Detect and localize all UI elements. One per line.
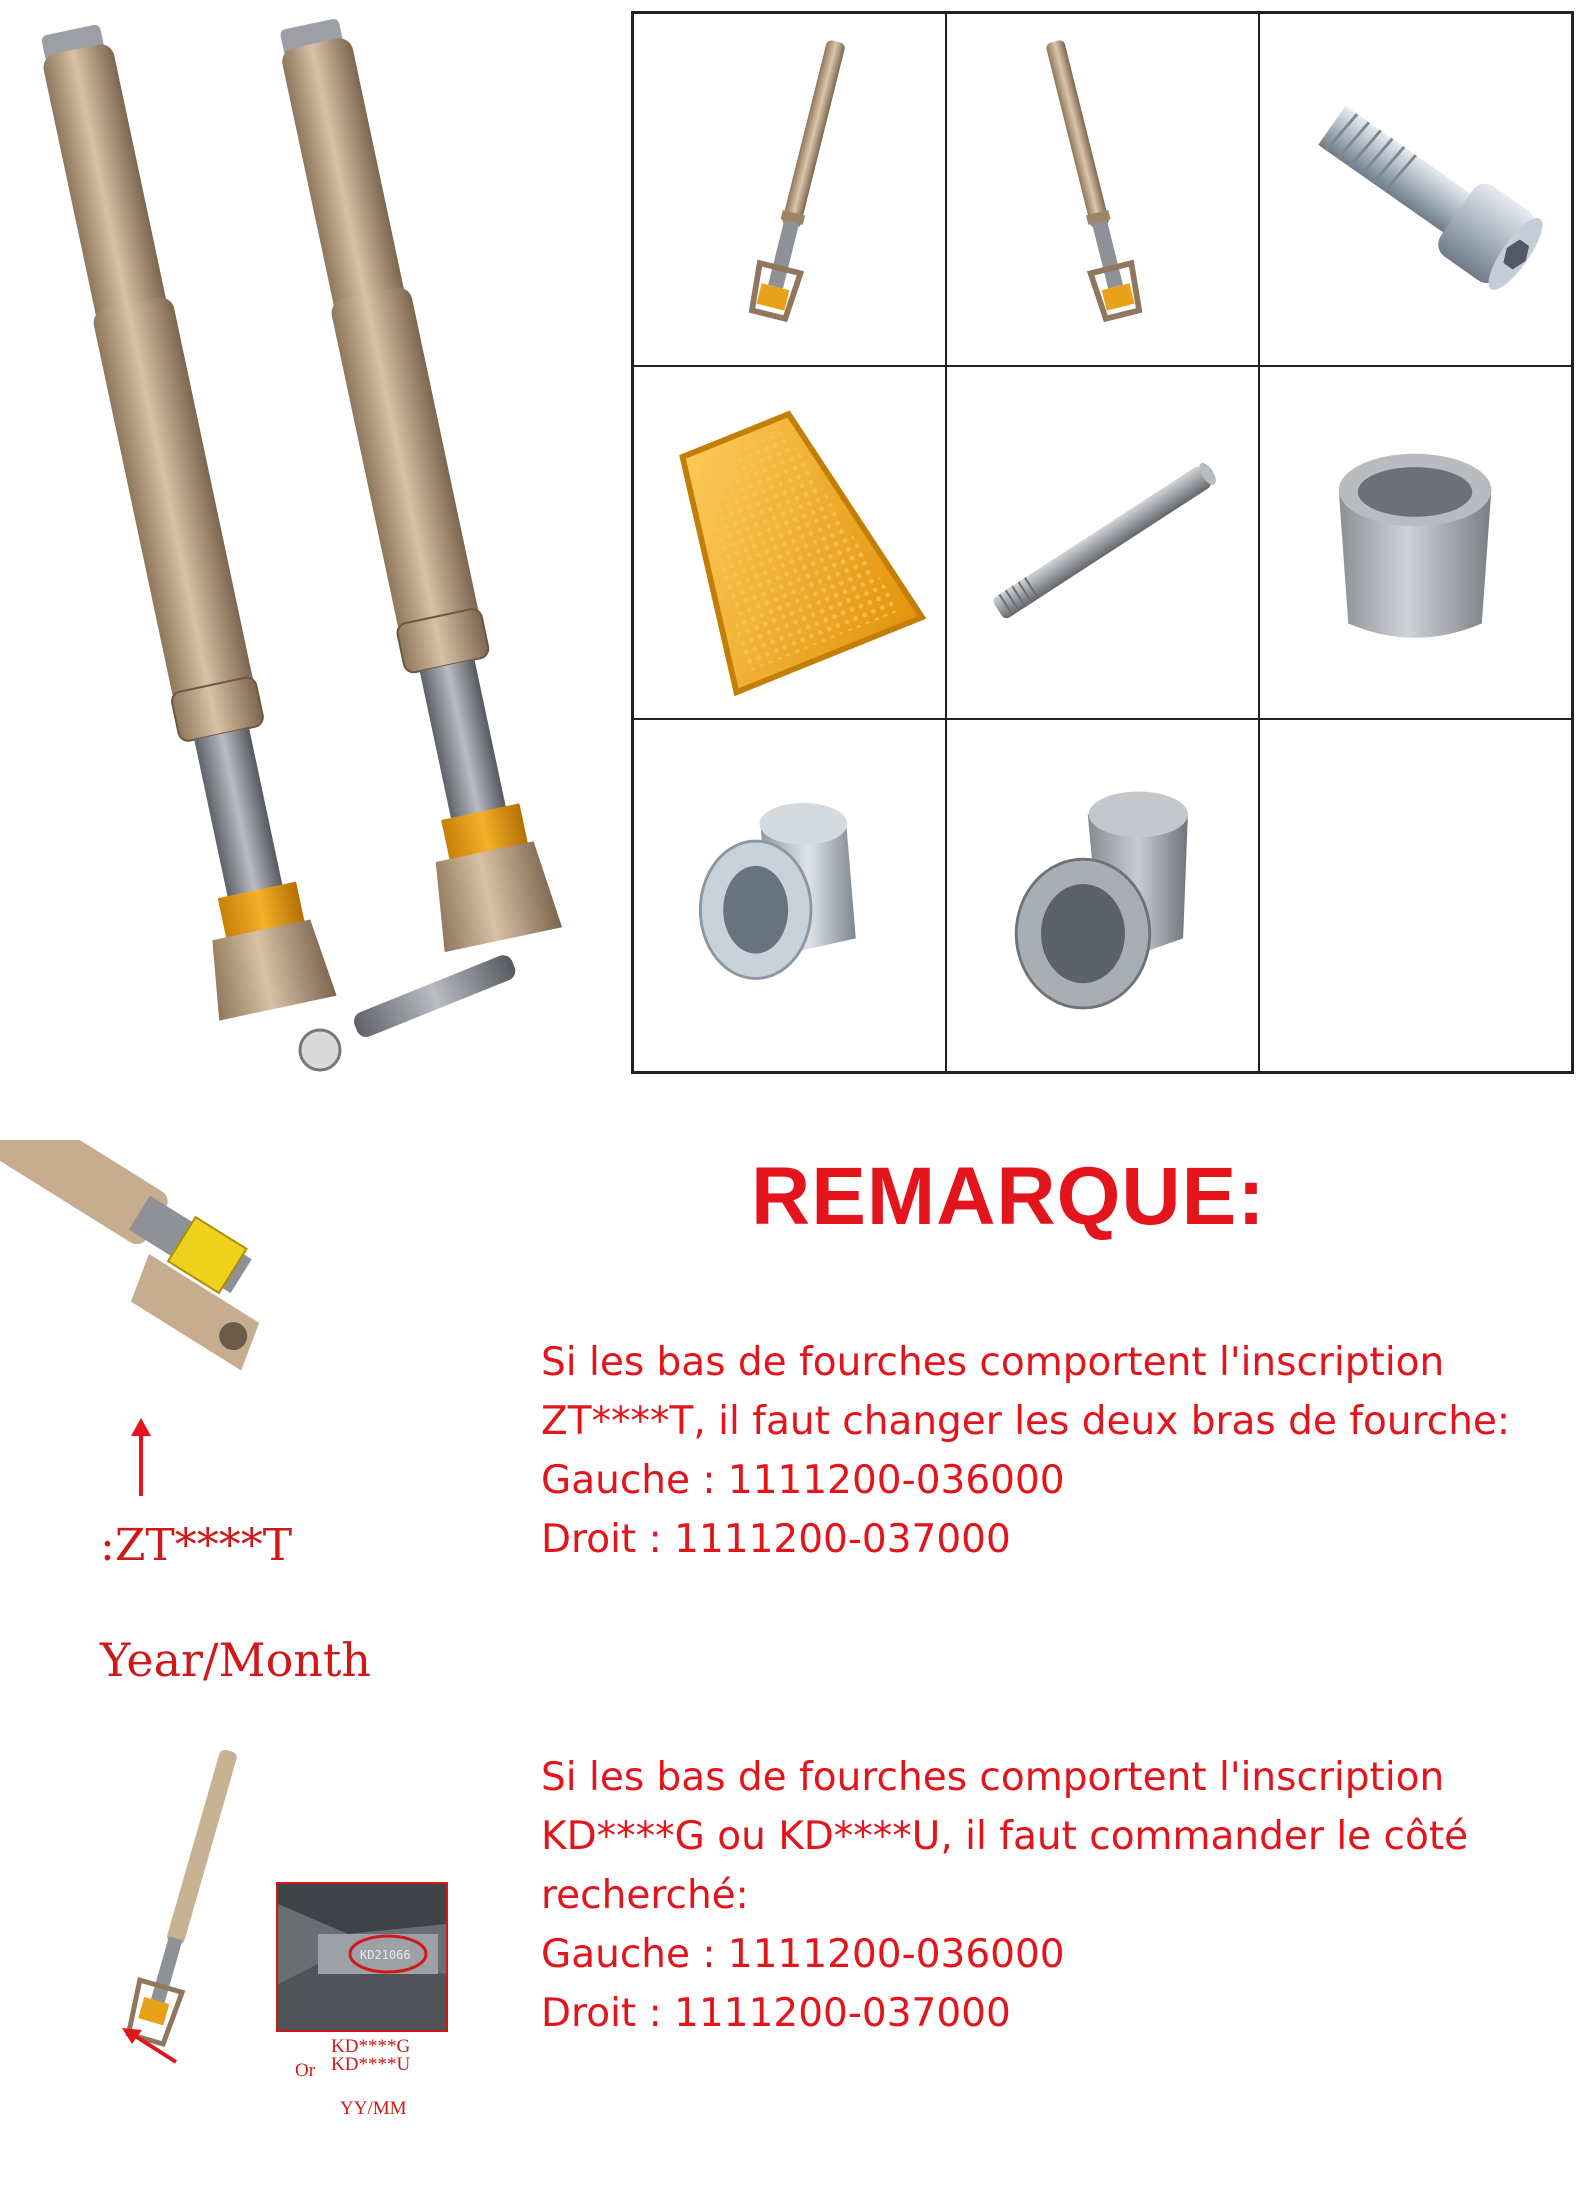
note-kd-line-left: Gauche : 1111200-036000 [541,1932,1065,1977]
part-bushing [1259,366,1572,719]
fork-assembly-illustration [10,10,630,1090]
reflector-icon [646,381,932,704]
fork-leg-icon [959,28,1245,351]
note-kd-line-right: Droit : 1111200-037000 [541,1991,1011,2036]
arrow-up-icon [128,1418,154,1496]
zt-label: :ZT****T [100,1520,293,1571]
zt-marking-detail-image [0,1140,300,1440]
note-zt-line-left: Gauche : 1111200-036000 [541,1458,1065,1503]
parts-grid [631,11,1574,1074]
part-flanged-spacer-small [633,719,946,1072]
red-arrow-icon [118,2026,180,2066]
note-kd-line-3: recherché: [541,1873,749,1918]
part-right-fork-leg [946,13,1259,366]
part-socket-head-bolt [1259,13,1572,366]
svg-text:KD21066: KD21066 [360,1948,411,1962]
yymm-label: YY/MM [340,2098,407,2119]
part-flanged-spacer-large [946,719,1259,1072]
part-empty-cell [1259,719,1572,1072]
note-zt [541,1333,1510,1569]
kd-closeup-image [276,1882,448,2032]
note-zt-line-right: Droit : 1111200-037000 [541,1517,1011,1562]
note-kd-line-2: KD****G ou KD****U, il faut commander le côté [541,1814,1469,1859]
axle-icon [959,381,1245,704]
note-kd-line-1: Si les bas de fourches comportent l'inscription [541,1755,1445,1800]
fork-leg-icon [646,28,932,351]
kd-g-label: KD****G [331,2036,411,2057]
or-label: Or [295,2060,316,2081]
remarque-heading: REMARQUE: [751,1151,1266,1242]
kd-u-label: KD****U [331,2054,411,2075]
spacer-icon [646,734,932,1057]
note-zt-line-1: Si les bas de fourches comportent l'inscription [541,1340,1445,1385]
note-kd [541,1748,1468,2043]
part-axle-rod [946,366,1259,719]
bolt-icon [1272,28,1558,351]
bushing-icon [1272,381,1558,704]
spacer-icon [959,734,1245,1057]
kd-fork-leg-image [60,1738,260,2068]
part-orange-reflector [633,366,946,719]
part-left-fork-leg [633,13,946,366]
note-zt-line-2: ZT****T, il faut changer les deux bras de fourche: [541,1399,1511,1444]
year-month-label: Year/Month [100,1633,372,1687]
